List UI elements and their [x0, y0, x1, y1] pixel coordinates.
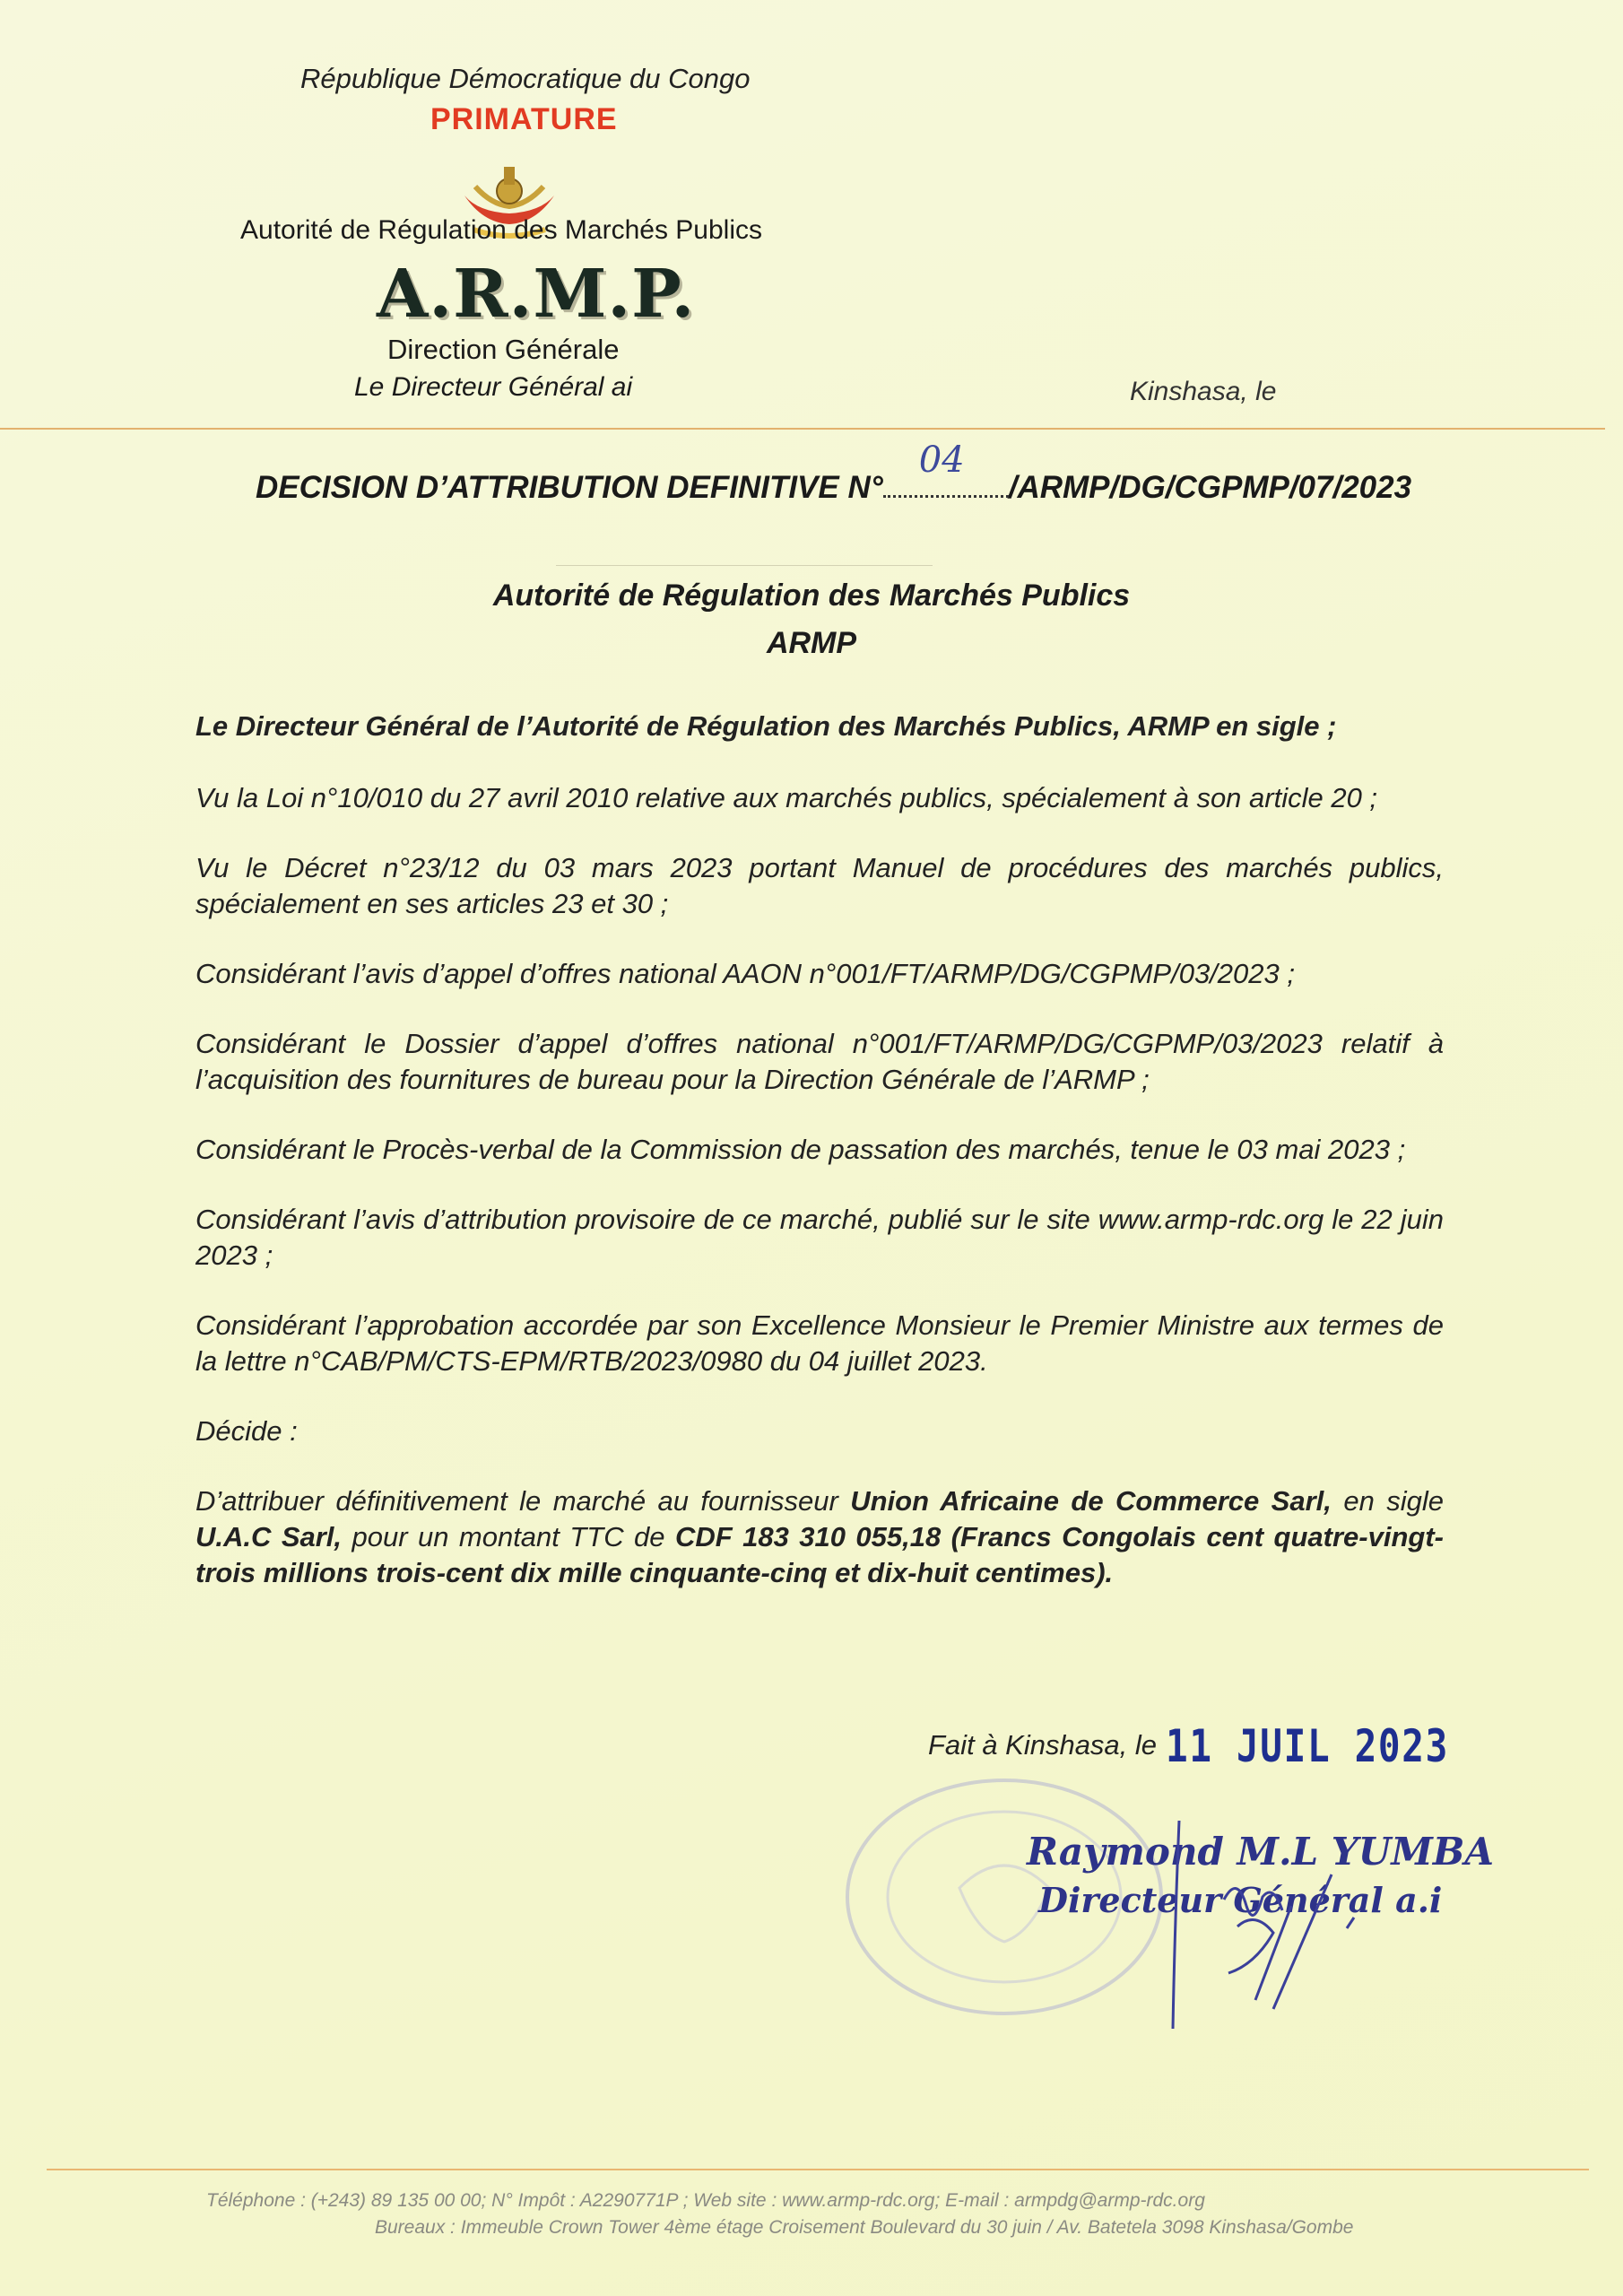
footer-contact: Téléphone : (+243) 89 135 00 00; N° Impôt : A2290771P ; Web site : www.armp-rdc.org; E-mail : armpdg@armp-rdc.org: [206, 2190, 1205, 2211]
body-paragraph: Considérant l’avis d’attribution provisoire de ce marché, publié sur le site www.armp-rdc.org le 22 juin 2023 ;: [195, 1204, 1444, 1271]
body-paragraph: Considérant le Procès-verbal de la Commission de passation des marchés, tenue le 03 mai 2023 ;: [195, 1134, 1406, 1165]
decision-amount: CDF 183 310 055,18 (Francs Congolais cent quatre-vingt-trois millions trois-cent dix mille cinquante-cinq et dix-huit centimes).: [195, 1521, 1444, 1588]
body-lead: Le Directeur Général de l’Autorité de Régulation des Marchés Publics, ARMP en sigle ;: [195, 710, 1337, 742]
subtitle-authority: Autorité de Régulation des Marchés Publics: [492, 578, 1131, 613]
header-primature: PRIMATURE: [430, 102, 618, 136]
header-authority: Autorité de Régulation des Marchés Publics: [240, 215, 762, 245]
body-decision: [195, 1483, 1444, 1591]
header-country: République Démocratique du Congo: [300, 63, 751, 94]
decision-body: [195, 709, 1444, 1625]
title-prefix: DECISION D’ATTRIBUTION DEFINITIVE N°: [256, 470, 883, 505]
handwritten-signature: [1139, 1821, 1381, 2036]
footer-address: Bureaux : Immeuble Crown Tower 4ème étage Croisement Boulevard du 30 juin / Av. Batetela 3098 Kinshasa/Gombe: [375, 2217, 1354, 2238]
body-decide: Décide :: [195, 1415, 298, 1447]
subtitle-acronym: ARMP: [766, 626, 857, 660]
footer-divider: [47, 2169, 1589, 2170]
signatory-role: Directeur Général a.i: [1038, 1880, 1443, 1920]
decision-text: D’attribuer définitivement le marché au fournisseur: [195, 1485, 851, 1517]
decision-text: pour un montant TTC de: [342, 1521, 675, 1552]
body-paragraph: Vu le Décret n°23/12 du 03 mars 2023 portant Manuel de procédures des marchés publics, spécialement en ses articles 23 et 30 ;: [195, 852, 1444, 919]
title-handwritten-number: 04: [918, 439, 965, 481]
title-suffix: /ARMP/DG/CGPMP/07/2023: [1008, 470, 1412, 505]
body-paragraph: Considérant le Dossier d’appel d’offres national n°001/FT/ARMP/DG/CGPMP/03/2023 relatif à l’acquisition des fournitures de bureau pour la Direction Générale de l’ARMP ;: [195, 1028, 1444, 1095]
place-date: Kinshasa, le: [1130, 377, 1277, 406]
body-paragraph: Considérant l’approbation accordée par son Excellence Monsieur le Premier Ministre aux termes de la lettre n°CAB/PM/CTS-EPM/RTB/2023/0980 du 04 juillet 2023.: [195, 1309, 1444, 1377]
title-number-field: [883, 439, 1009, 498]
signatory-name: Raymond M.L YUMBA: [1027, 1830, 1494, 1874]
body-paragraph: Vu la Loi n°10/010 du 27 avril 2010 relative aux marchés publics, spécialement à son article 20 ;: [195, 782, 1378, 813]
decision-title: [256, 439, 1412, 506]
header-director: Le Directeur Général ai: [354, 372, 633, 402]
decision-supplier: Union Africaine de Commerce Sarl,: [850, 1485, 1332, 1517]
header-direction: Direction Générale: [387, 334, 620, 365]
subtitle-rule: [556, 565, 933, 566]
header-divider: [0, 428, 1605, 430]
body-paragraph: Considérant l’avis d’appel d’offres national AAON n°001/FT/ARMP/DG/CGPMP/03/2023 ;: [195, 958, 1295, 989]
signoff-place: Fait à Kinshasa, le: [928, 1729, 1158, 1761]
date-stamp: 11 JUIL 2023: [1166, 1720, 1449, 1772]
header-acronym: A.R.M.P.: [377, 256, 696, 333]
decision-text: en sigle: [1331, 1485, 1444, 1517]
decision-supplier-acronym: U.A.C Sarl,: [195, 1521, 343, 1552]
